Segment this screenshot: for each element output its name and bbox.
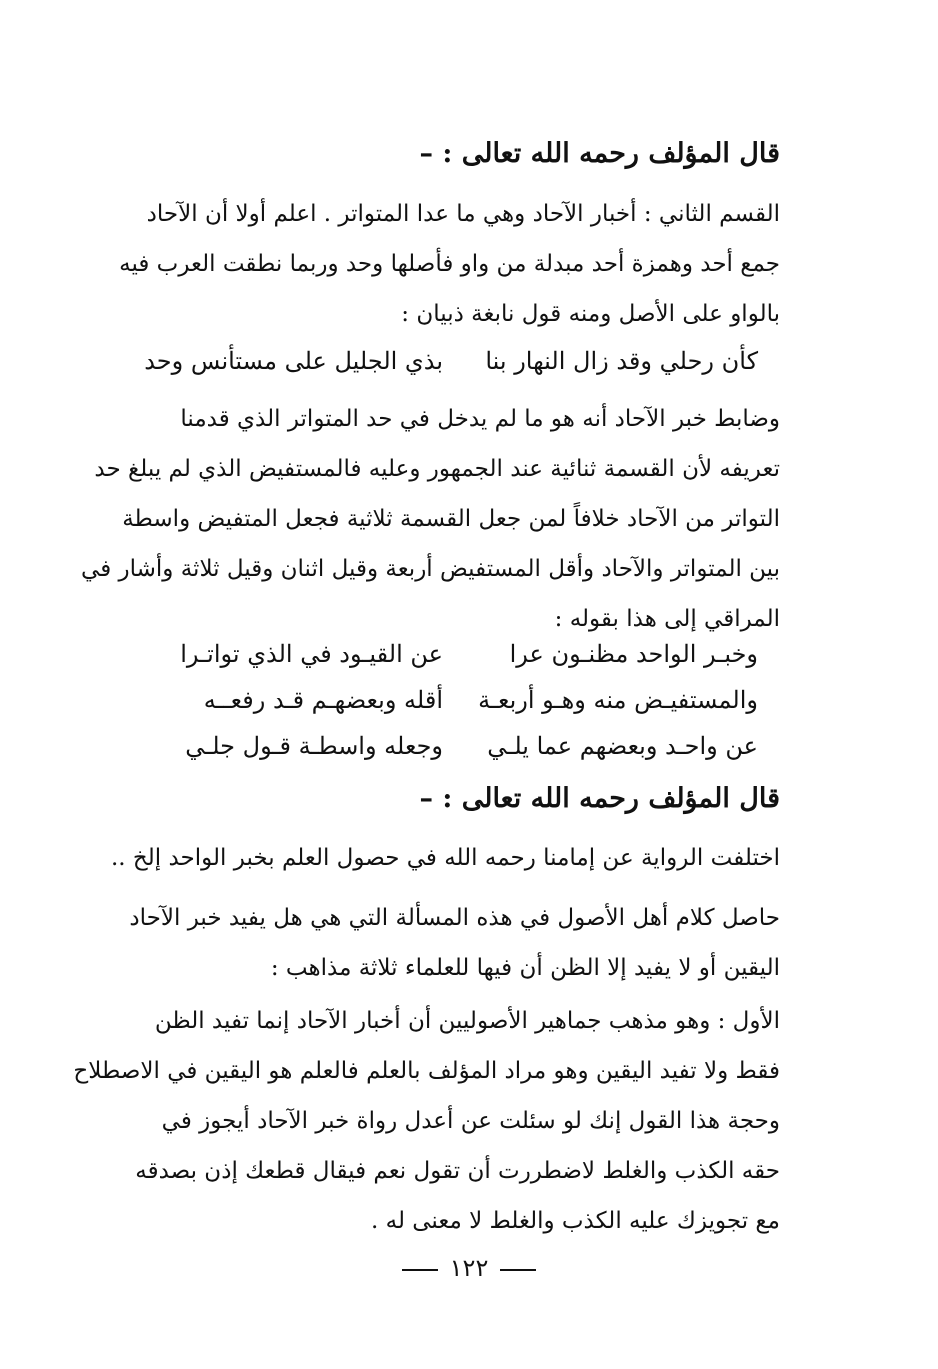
paragraph-4	[129, 893, 780, 993]
page-number-value: ١٢٢	[449, 1254, 489, 1282]
text-line: تعريفه لأن القسمة ثنائية عند الجمهور وعليه فالمستفيض الذي لم يبلغ حد	[94, 456, 780, 482]
text-line: المراقي إلى هذا بقوله :	[554, 606, 780, 632]
verse-1-first-hemistich: كأن رحلي وقد زال النهار بنا	[485, 347, 758, 375]
text-line: بين المتواتر والآحاد وأقل المستفيض أربعة وقيل اثنان وقيل ثلاثة وأشار في	[81, 556, 780, 582]
paragraph-1	[119, 189, 780, 339]
text-line: القسم الثاني : أخبار الآحاد وهي ما عدا المتواتر . اعلم أولا أن الآحاد	[146, 201, 780, 227]
paragraph-5	[73, 996, 780, 1246]
poem-line-1-first-hemistich: وخبـر الواحد مظنـون عرا	[509, 640, 758, 668]
poem-line-3-first-hemistich: عن واحـد وبعضهم عما يلـي	[487, 732, 758, 760]
paragraph-3	[111, 833, 780, 883]
poem-line-2-second-hemistich: أقله وبعضهـم قـد رفعــه	[203, 686, 443, 714]
text-line: اختلفت الرواية عن إمامنا رحمه الله في حصول العلم بخبر الواحد إلخ ..	[111, 845, 780, 871]
text-line: جمع أحد وهمزة أحد مبدلة من واو فأصلها وحد وربما نطقت العرب فيه	[119, 251, 780, 277]
poem-line-1-second-hemistich: عن القيـود في الذي تواتـرا	[180, 640, 443, 668]
section-heading-2: قال المؤلف رحمه الله تعالى : –	[419, 783, 780, 814]
text-line: فقط ولا تفيد اليقين وهو مراد المؤلف بالعلم فالعلم هو اليقين في الاصطلاح	[73, 1058, 780, 1084]
text-line: وضابط خبر الآحاد أنه هو ما لم يدخل في حد المتواتر الذي قدمنا	[180, 406, 780, 432]
dash-right	[500, 1269, 536, 1271]
verse-1-second-hemistich: بذي الجليل على مستأنس وحد	[144, 347, 443, 375]
poem-line-3-second-hemistich: وجعله واسطـة قـول جلـي	[185, 732, 443, 760]
text-line: التواتر من الآحاد خلافاً لمن جعل القسمة ثلاثية فجعل المتفيض واسطة	[122, 506, 780, 532]
text-line: بالواو على الأصل ومنه قول نابغة ذبيان :	[401, 301, 780, 327]
text-line: اليقين أو لا يفيد إلا الظن أن فيها للعلماء ثلاثة مذاهب :	[270, 955, 780, 981]
dash-left	[402, 1269, 438, 1271]
page-number	[0, 1248, 938, 1288]
text-line: حقه الكذب والغلط لاضطررت أن تقول نعم فيقال قطعك إذن بصدقه	[135, 1158, 780, 1184]
poem-line-2-first-hemistich: والمستفيـض منه وهـو أربعـة	[478, 686, 758, 714]
text-line: مع تجويزك عليه الكذب والغلط لا معنى له .	[370, 1208, 780, 1234]
paragraph-2	[81, 394, 780, 644]
text-line: حاصل كلام أهل الأصول في هذه المسألة التي هي هل يفيد خبر الآحاد	[129, 905, 780, 931]
section-heading-1: قال المؤلف رحمه الله تعالى : –	[419, 138, 780, 169]
text-line: الأول : وهو مذهب جماهير الأصوليين أن أخبار الآحاد إنما تفيد الظن	[154, 1008, 780, 1034]
text-line: وحجة هذا القول إنك لو سئلت عن أعدل رواة خبر الآحاد أيجوز في	[161, 1108, 780, 1134]
